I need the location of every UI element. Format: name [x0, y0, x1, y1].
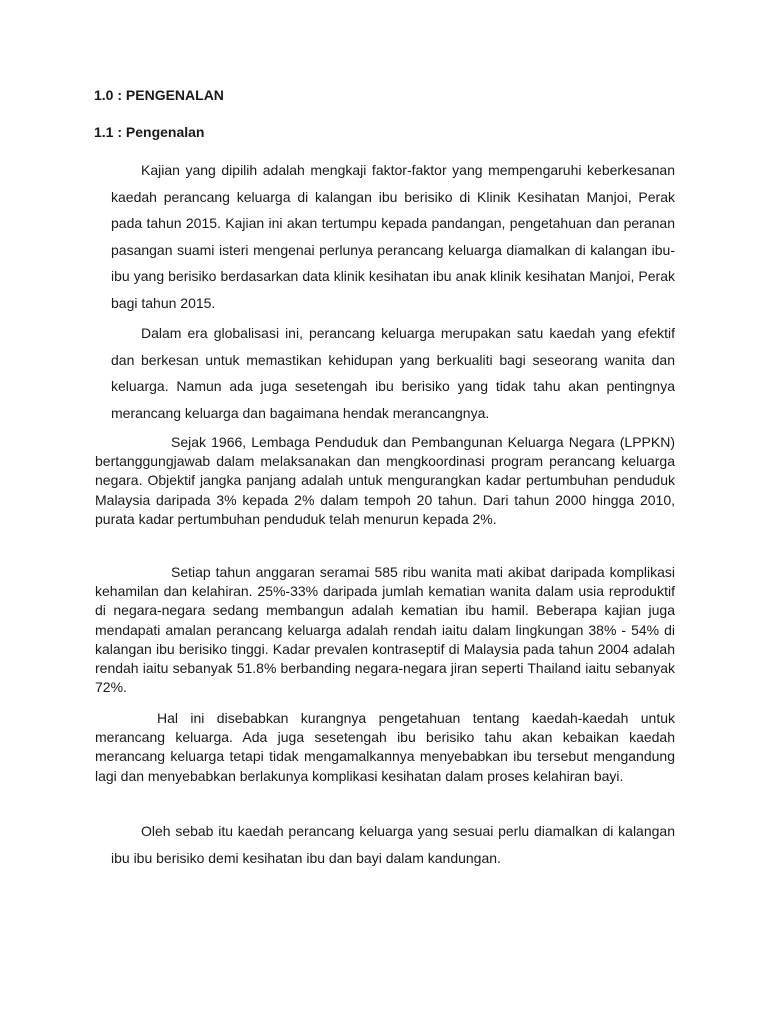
paragraph-knowledge-gap: Hal ini disebabkan kurangnya pengetahuan tentang kaedah-kaedah untuk merancang keluarga. Ada juga sesetengah ibu berisiko tahu akan kebaikan kaedah merancang keluarga tetapi tidak mengamalkannya menyebabkan ibu tersebut mengandung lagi dan menyebabkan berlakunya komplikasi kesihatan dalam proses kelahiran bayi.: [95, 710, 675, 784]
paragraph-globalisation: Dalam era globalisasi ini, perancang keluarga merupakan satu kaedah yang efektif dan berkesan untuk memastikan kehidupan yang berkualiti bagi seseorang wanita dan keluarga. Namun ada juga sesetengah ibu berisiko yang tidak tahu akan pentingnya merancang keluarga dan bagaimana hendak merancangnya.: [111, 325, 675, 421]
paragraph-intro-study: Kajian yang dipilih adalah mengkaji faktor-faktor yang mempengaruhi keberkesanan kaedah perancang keluarga di kalangan ibu berisiko di Klinik Kesihatan Manjoi, Perak pada tahun 2015. Kajian ini akan tertumpu kepada pandangan, pengetahuan dan peranan pasangan suami isteri mengenai perlunya perancang keluarga diamalkan di kalangan ibu-ibu yang berisiko berdasarkan data klinik kesihatan ibu anak klinik kesihatan Manjoi, Perak bagi tahun 2015.: [111, 162, 675, 311]
paragraph-lppkn: Sejak 1966, Lembaga Penduduk dan Pembangunan Keluarga Negara (LPPKN) bertanggungjawab dalam melaksanakan dan mengkoordinasi program perancang keluarga negara. Objektif jangka panjang adalah untuk mengurangkan kadar pertumbuhan penduduk Malaysia daripada 3% kepada 2% dalam tempoh 20 tahun. Dari tahun 2000 hingga 2010, purata kadar pertumbuhan penduduk telah menurun kepada 2%.: [95, 434, 675, 527]
section-heading: 1.1 : Pengenalan: [94, 124, 205, 140]
paragraph-mortality-stats: Setiap tahun anggaran seramai 585 ribu wanita mati akibat daripada komplikasi kehamilan dan kelahiran. 25%-33% daripada jumlah kematian wanita dalam usia reproduktif di negara-negara sedang membangun adalah kematian ibu hamil. Beberapa kajian juga mendapati amalan perancang keluarga adalah rendah iaitu dalam lingkungan 38% - 54% di kalangan ibu berisiko tinggi. Kadar prevalen kontraseptif di Malaysia pada tahun 2004 adalah rendah iaitu sebanyak 51.8% berbanding negara-negara jiran seperti Thailand iaitu sebanyak 72%.: [95, 564, 675, 696]
chapter-heading: 1.0 : PENGENALAN: [94, 87, 224, 103]
paragraph-conclusion: Oleh sebab itu kaedah perancang keluarga yang sesuai perlu diamalkan di kalangan ibu ibu berisiko demi kesihatan ibu dan bayi dalam kandungan.: [111, 823, 675, 866]
